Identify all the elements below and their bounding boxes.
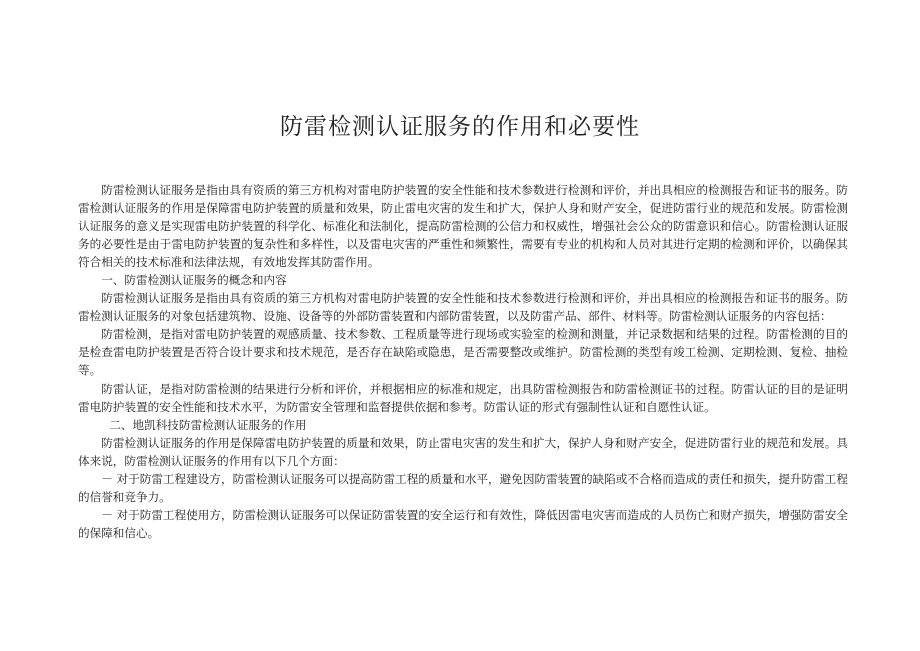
paragraph-detection: 防雷检测，是指对雷电防护装置的观感质量、技术参数、工程质量等进行现场或实验室的检测和测量，并记录数据和结果的过程。防雷检测的目的是检查雷电防护装置是否符合设计要求和技术规范，是否存在缺陷或隐患，是否需要整改或维护。防雷检测的类型有竣工检测、定期检测、复检、抽检等。 — [78, 327, 848, 378]
document-body — [78, 181, 848, 542]
paragraph-certification: 防雷认证，是指对防雷检测的结果进行分析和评价，并根据相应的标准和规定，出具防雷检测报告和防雷检测证书的过程。防雷认证的目的是证明雷电防护装置的安全性能和技术水平，为防雷安全管理和监督提供依据和参考。防雷认证的形式有强制性认证和自愿性认证。 — [78, 381, 848, 414]
section-heading-2: 二、地凯科技防雷检测认证服务的作用 — [109, 417, 307, 432]
list-item-builder: － 对于防雷工程建设方，防雷检测认证服务可以提高防雷工程的质量和水平，避免因防雷装置的缺陷或不合格而造成的责任和损失，提升防雷工程的信誉和竞争力。 — [78, 471, 848, 504]
section-heading-1: 一、防雷检测认证服务的概念和内容 — [101, 273, 287, 288]
paragraph-definition: 防雷检测认证服务是指由具有资质的第三方机构对雷电防护装置的安全性能和技术参数进行检测和评价，并出具相应的检测报告和证书的服务。防雷检测认证服务的对象包括建筑物、设施、设备等的外部防雷装置和内部防雷装置，以及防雷产品、部件、材料等。防雷检测认证服务的内容包括： — [78, 291, 848, 324]
paragraph-intro: 防雷检测认证服务是指由具有资质的第三方机构对雷电防护装置的安全性能和技术参数进行检测和评价，并出具相应的检测报告和证书的服务。防雷检测认证服务的作用是保障雷电防护装置的质量和效果，防止雷电灾害的发生和扩大，保护人身和财产安全，促进防雷行业的规范和发展。防雷检测认证服务的意义是实现雷电防护装置的科学化、标准化和法制化，提高防雷检测的公信力和权威性，增强社会公众的防雷意识和信心。防雷检测认证服务的必要性是由于雷电防护装置的复杂性和多样性，以及雷电灾害的严重性和频繁性，需要有专业的机构和人员对其进行定期的检测和评价，以确保其符合相关的技术标准和法律法规，有效地发挥其防雷作用。 — [78, 183, 848, 270]
paragraph-role: 防雷检测认证服务的作用是保障雷电防护装置的质量和效果，防止雷电灾害的发生和扩大，保护人身和财产安全，促进防雷行业的规范和发展。具体来说，防雷检测认证服务的作用有以下几个方面： — [78, 435, 848, 468]
list-item-user: － 对于防雷工程使用方，防雷检测认证服务可以保证防雷装置的安全运行和有效性，降低因雷电灾害而造成的人员伤亡和财产损失，增强防雷安全的保障和信心。 — [78, 507, 848, 540]
document-title: 防雷检测认证服务的作用和必要性 — [280, 114, 640, 140]
